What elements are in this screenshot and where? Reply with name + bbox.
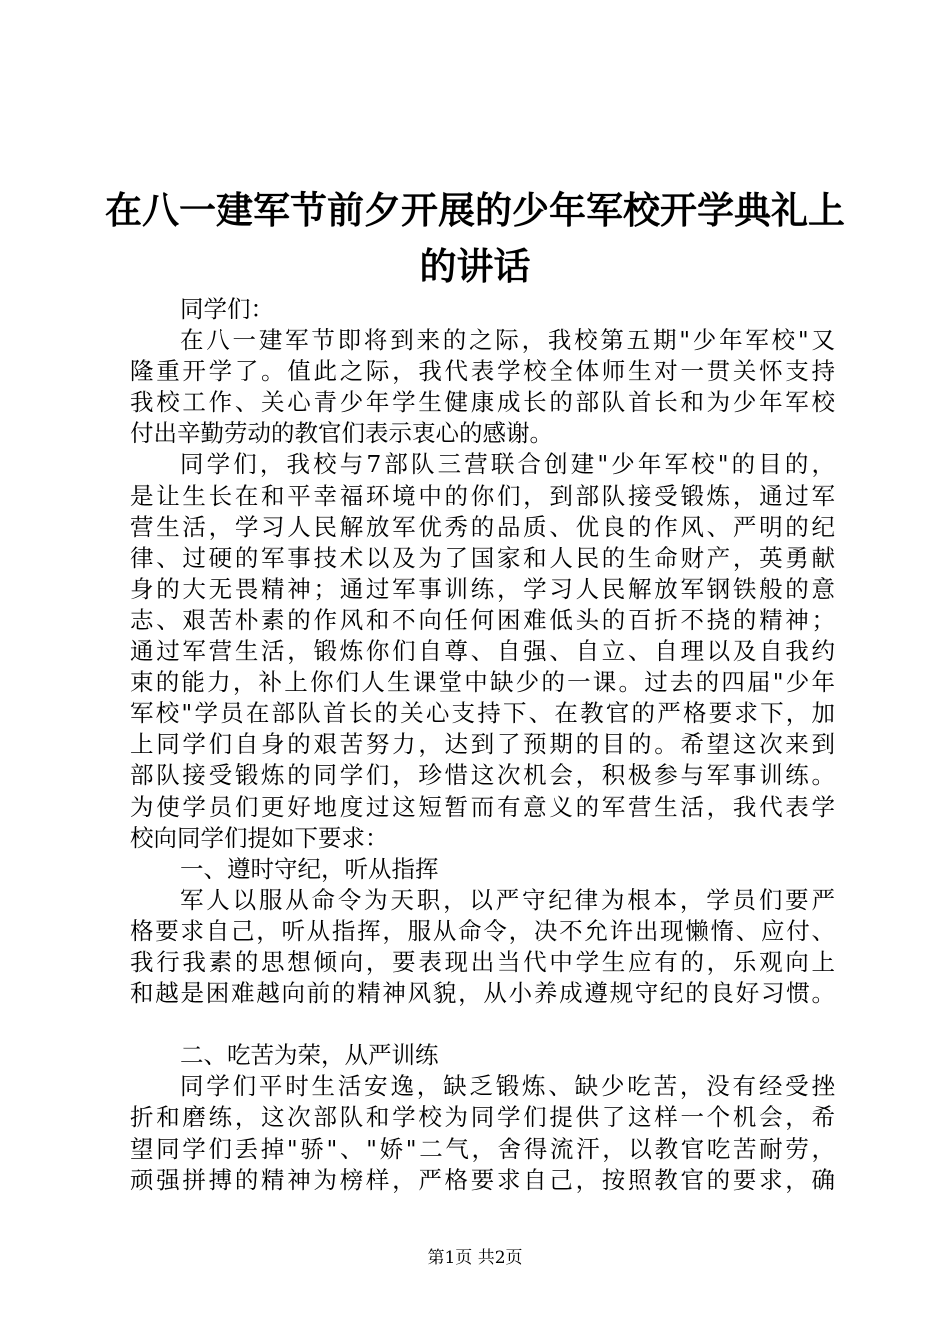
body-line: 上同学们自身的艰苦努力，达到了预期的目的。希望这次来到 (130, 730, 835, 759)
body-line: 顽强拼搏的精神为榜样，严格要求自己，按照教官的要求，确 (130, 1165, 835, 1194)
document-title-line-2: 的讲话 (419, 244, 531, 288)
blank-line (130, 1009, 835, 1040)
body-line: 一、遵时守纪，听从指挥 (180, 854, 439, 883)
body-line: 是让生长在和平幸福环境中的你们，到部队接受锻炼，通过军 (130, 481, 835, 510)
body-line: 付出辛勤劳动的教官们表示衷心的感谢。 (130, 419, 553, 448)
document-title-line-1: 在八一建军节前夕开展的少年军校开学典礼上 (105, 188, 845, 232)
body-line: 束的能力，补上你们人生课堂中缺少的一课。过去的四届"少年 (130, 668, 835, 697)
body-line: 律、过硬的军事技术以及为了国家和人民的生命财产，英勇献 (130, 543, 835, 572)
body-line: 和越是困难越向前的精神风貌，从小养成遵规守纪的良好习惯。 (130, 979, 835, 1008)
body-line: 在八一建军节即将到来的之际，我校第五期"少年军校"又 (180, 326, 835, 355)
body-line: 同学们平时生活安逸，缺乏锻炼、缺少吃苦，没有经受挫 (180, 1072, 835, 1101)
body-line: 折和磨练，这次部队和学校为同学们提供了这样一个机会，希 (130, 1103, 835, 1132)
document-body (130, 294, 835, 1196)
body-line: 部队接受锻炼的同学们，珍惜这次机会，积极参与军事训练。 (130, 761, 835, 790)
body-line: 营生活，学习人民解放军优秀的品质、优良的作风、严明的纪 (130, 512, 835, 541)
body-line: 同学们，我校与7部队三营联合创建"少年军校"的目的， (180, 450, 835, 479)
body-line: 我校工作、关心青少年学生健康成长的部队首长和为少年军校 (130, 388, 835, 417)
body-line: 军人以服从命令为天职，以严守纪律为根本，学员们要严 (180, 885, 835, 914)
body-line: 身的大无畏精神；通过军事训练，学习人民解放军钢铁般的意 (130, 574, 835, 603)
body-line: 军校"学员在部队首长的关心支持下、在教官的严格要求下，加 (130, 699, 835, 728)
body-line: 通过军营生活，锻炼你们自尊、自强、自立、自理以及自我约 (130, 637, 835, 666)
body-line: 志、艰苦朴素的作风和不向任何困难低头的百折不挠的精神； (130, 605, 835, 634)
body-line: 校向同学们提如下要求： (130, 823, 389, 852)
body-line: 隆重开学了。值此之际，我代表学校全体师生对一贯关怀支持 (130, 357, 835, 386)
body-line: 望同学们丢掉"骄"、"娇"二气，舍得流汗，以教官吃苦耐劳， (130, 1134, 835, 1163)
body-line: 为使学员们更好地度过这短暂而有意义的军营生活，我代表学 (130, 792, 835, 821)
body-line: 我行我素的思想倾向，要表现出当代中学生应有的，乐观向上 (130, 947, 835, 976)
body-line: 格要求自己，听从指挥，服从命令，决不允许出现懒惰、应付、 (130, 916, 835, 945)
body-line: 同学们： (180, 295, 274, 323)
body-line: 二、吃苦为荣，从严训练 (180, 1041, 439, 1070)
page-footer: 第1页 共2页 (427, 1248, 523, 1268)
